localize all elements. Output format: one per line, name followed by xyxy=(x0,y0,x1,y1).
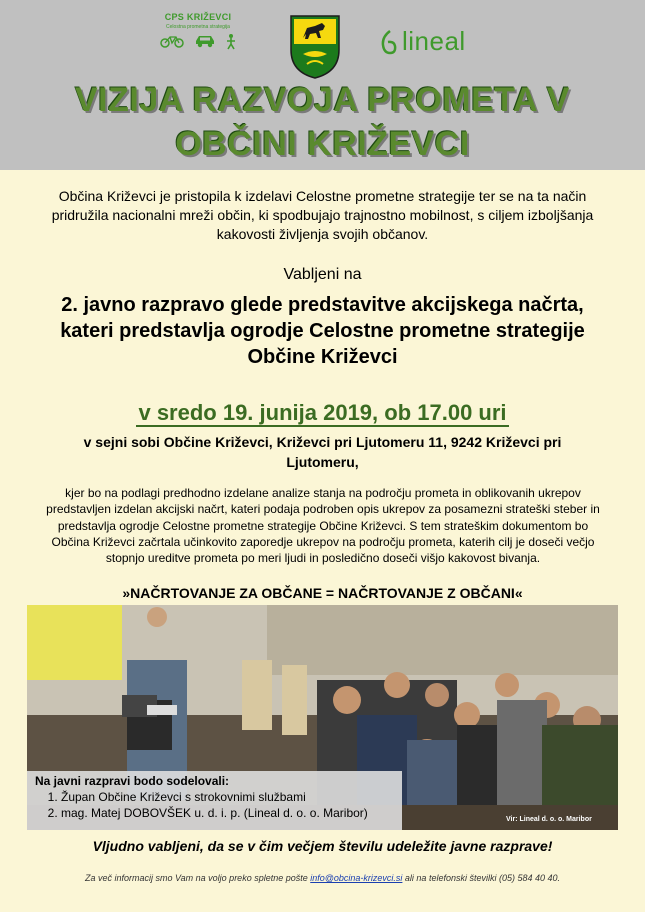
participants-heading: Na javni razpravi bodo sodelovali: xyxy=(35,774,230,788)
intro-paragraph xyxy=(20,187,625,244)
event-heading xyxy=(10,292,635,370)
event-location-line: Ljutomeru, xyxy=(286,454,359,470)
cps-logo-subtitle: Celostna prometna strategija xyxy=(166,24,230,30)
participant-item: 2. mag. Matej DOBOVŠEK u. d. i. p. (Lineal d. o. o. Maribor) xyxy=(61,805,394,821)
photo-credit: Vir: Lineal d. o. o. Maribor xyxy=(506,816,592,823)
lineal-logo xyxy=(380,26,466,57)
bicycle-icon xyxy=(160,34,184,48)
description-paragraph xyxy=(28,485,618,566)
footer-prefix: Za več informacij smo Vam na voljo preko spletne pošte xyxy=(84,873,311,883)
lineal-logo-text: lineal xyxy=(402,26,466,56)
event-location-line: v sejni sobi Občine Križevci, Križevci pri Ljutomeru 11, 9242 Križevci pri xyxy=(83,434,562,450)
header-banner xyxy=(0,0,645,170)
invite-label: Vabljeni na xyxy=(283,266,362,283)
event-location xyxy=(40,432,605,472)
cps-logo xyxy=(148,12,248,50)
participants-box xyxy=(27,771,402,830)
event-heading-line: Občine Križevci xyxy=(247,346,398,368)
participant-item: 1. Župan Občine Križevci s strokovnimi službami xyxy=(61,789,394,805)
description-line: stopnjo ureditve prometa po meri ljudi in posledično doseči višjo kakovost bivanja. xyxy=(105,551,541,566)
event-heading-line: 2. javno razpravo glede predstavitve akcijskega načrta, xyxy=(61,294,584,316)
intro-line: Občina Križevci je pristopila k izdelavi Celostne prometne strategije ter se na ta način xyxy=(58,188,587,204)
intro-line: pridružila nacionalni mreži občin, ki spodbujajo trajnostno mobilnost, s ciljem izboljšanja xyxy=(51,207,594,223)
page-title xyxy=(0,78,645,166)
email-link[interactable]: info@obcina-krizevci.si xyxy=(310,873,403,883)
closing-invitation: Vljudno vabljeni, da se v čim večjem številu udeležite javne razprave! xyxy=(92,838,553,854)
page-title-line-1: VIZIJA RAZVOJA PROMETA V xyxy=(75,81,570,119)
description-line: Občina Križevci začrtala učinkovito zaporedje ukrepov na področju prometa, katerih cilj je doseči večjo xyxy=(51,534,595,549)
motto: »NAČRTOVANJE ZA OBČANE = NAČRTOVANJE Z OBČANI« xyxy=(122,585,523,601)
event-heading-line: kateri predstavlja ogrodje Celostne prometne strategije xyxy=(60,320,585,342)
municipality-crest xyxy=(289,14,341,80)
cps-logo-title: CPS KRIŽEVCI xyxy=(164,12,232,22)
event-date-text: v sredo 19. junija 2019, ob 17.00 uri xyxy=(138,400,507,425)
car-icon xyxy=(194,34,216,48)
description-line: predstavljen izdelan akcijski načrt, kateri podaja podroben opis ukrepov za posamezni strateški steber in xyxy=(46,502,600,517)
footer-suffix: ali na telefonski številki (05) 584 40 40. xyxy=(402,873,561,883)
description-line: kjer bo na podlagi predhodno izdelane analize stanja na področju prometa in oblikovanih ukrepov xyxy=(65,486,581,500)
page-title-line-2: OBČINI KRIŽEVCI xyxy=(175,125,470,163)
lineal-logo-icon xyxy=(380,29,398,55)
description-line: predstavlja ogrodje Celostne prometne strategije Občine Križevci. S tem strateškim dokumentom bo xyxy=(57,518,589,533)
pedestrian-icon xyxy=(226,34,236,50)
cps-logo-icons xyxy=(148,34,248,50)
intro-line: kakovosti življenja svojih občanov. xyxy=(216,226,429,242)
event-date xyxy=(0,400,645,426)
footer-contact xyxy=(0,873,645,883)
participants-list xyxy=(35,789,394,821)
